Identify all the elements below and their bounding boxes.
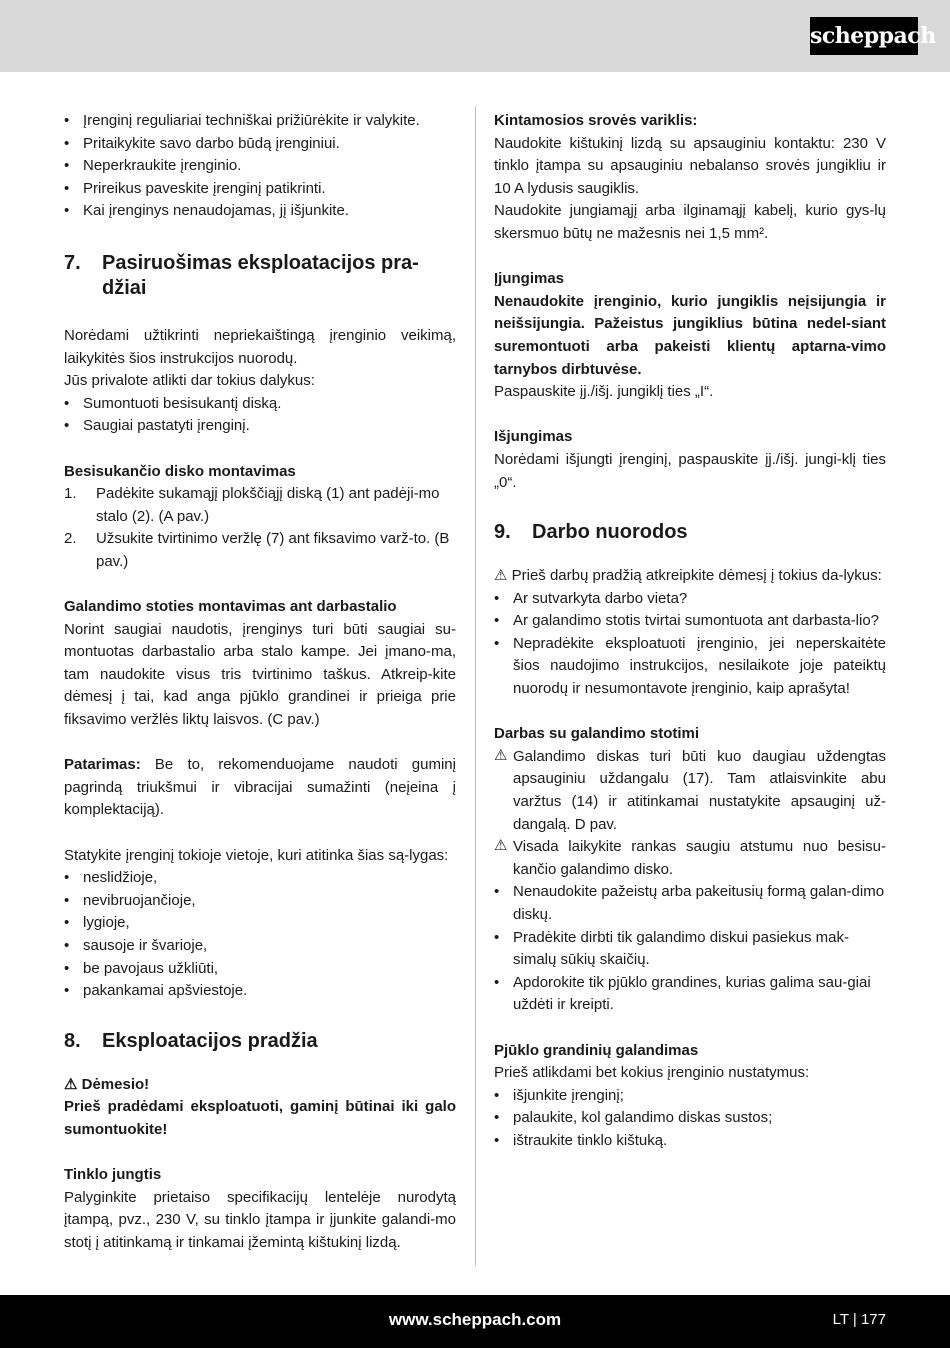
paragraph: Naudokite jungiamąjį arba ilginamąjį kabelį, kurio gys-lų skersmuo būtų ne mažesnis nei 1,5 mm². (494, 202, 886, 242)
paragraph: Norint saugiai naudotis, įrenginys turi būti saugiai su-montuotas darbastalio arba stalo kampe. Jei įmano-ma, tam naudokite visus tris tvirtinimo taškus. Atkreip-kite dėmesį į tai, kad anga pjūklo grandinei ir prieiga prie fiksavimo veržlės liktų laisvos. (C pav.) (64, 620, 456, 729)
list-item: • Prireikus paveskite įrenginį patikrinti. (64, 178, 456, 201)
section-title: Pasiruošimas eksploatacijos pra-džiai (102, 251, 419, 299)
scheppach-logo: scheppach (810, 17, 918, 55)
subheading: Darbas su galandimo stotimi (494, 725, 700, 743)
list-item: • pakankamai apšviestoje. (64, 980, 456, 1003)
column-divider (475, 106, 476, 1266)
list-item: • Apdorokite tik pjūklo grandines, kurias galima sau-giai uždėti ir kreipti. (494, 972, 886, 1017)
list-item: 1. Padėkite sukamąjį plokščiąjį diską (1) ant padėji-mo stalo (2). (A pav.) (64, 485, 440, 525)
list-item: • Kai įrenginys nenaudojamas, jį išjunkite. (64, 200, 456, 223)
numbered-list (64, 483, 456, 573)
tip-paragraph: Patarimas: Be to, rekomenduojame naudoti guminį pagrindą triukšmui ir vibracijai sumažinti (neįeina į komplektaciją). (64, 756, 456, 819)
footer-website-link[interactable]: www.scheppach.com (388, 1310, 562, 1329)
bold-paragraph: Nenaudokite įrenginio, kurio jungiklis neįsijungia ir neišsijungia. Pažeistus jungiklius būtina nedel-siant suremontuoti arba pakeisti klientų aptarna-vimo tarnybos dirbtuvėse. (494, 292, 886, 378)
list-item: • nevibruojančioje, (64, 890, 456, 913)
list-item: • Nenaudokite pažeistų arba pakeitusių formą galan-dimo diskų. (494, 881, 886, 926)
section-8-heading (64, 1029, 456, 1054)
paragraph: Norėdami išjungti įrenginį, paspauskite įj./išj. jungi-klį ties „0“. (494, 450, 886, 491)
subheading: Išjungimas (494, 428, 573, 446)
list-item: • ištraukite tinklo kištuką. (494, 1130, 886, 1153)
bullet-list (494, 588, 886, 701)
list-item: • Pradėkite dirbti tik galandimo diskui pasiekus mak-simalų sūkių skaičių. (494, 927, 886, 972)
warning-triangle-icon: ⚠ (64, 1075, 78, 1093)
footer-bar (0, 1295, 950, 1348)
attention-heading: ⚠ Dėmesio! (64, 1075, 150, 1093)
list-item: • Neperkraukite įrenginio. (64, 155, 456, 178)
list-item: • Sumontuoti besisukantį diską. (64, 393, 456, 416)
list-item: • Ar galandimo stotis tvirtai sumontuota ant darbasta-lio? (494, 610, 886, 633)
warning-triangle-icon: ⚠ (494, 567, 508, 585)
list-item: • lygioje, (64, 912, 456, 935)
section-7-heading (64, 251, 456, 301)
list-item: • Saugiai pastatyti įrenginį. (64, 415, 456, 438)
bullet-list (494, 881, 886, 1017)
bullet-list (494, 1085, 886, 1153)
subheading: Kintamosios srovės variklis: (494, 112, 698, 129)
list-item: • be pavojaus užkliūti, (64, 958, 456, 981)
warning-item: ⚠ Galandimo diskas turi būti kuo daugiau uždengtas apsauginiu uždangalu (17). Tam atlaisvinkite abu varžtus (14) ir atitinkamai nustatykite apsauginį už-dangalą. D pav. (494, 746, 886, 833)
subheading: Besisukančio disko montavimas (64, 462, 296, 480)
page-number: LT | 177 (832, 1311, 886, 1328)
subheading: Galandimo stoties montavimas ant darbastalio (64, 598, 397, 616)
section-number: 7. (64, 251, 81, 274)
list-item: • sausoje ir švarioje, (64, 935, 456, 958)
bullet-list (64, 393, 456, 438)
subheading: Pjūklo grandinių galandimas (494, 1041, 699, 1059)
list-item: • Įrenginį reguliariai techniškai prižiūrėkite ir valykite. (64, 110, 456, 133)
attention-text: Prieš pradėdami eksploatuoti, gaminį būtinai iki galo sumontuokite! (64, 1098, 456, 1138)
list-item: • Pritaikykite savo darbo būdą įrenginiui. (64, 133, 456, 156)
list-item: • Ar sutvarkyta darbo vieta? (494, 588, 886, 611)
list-item: • neslidžioje, (64, 867, 456, 890)
section-title: Eksploatacijos pradžia (102, 1029, 318, 1052)
list-item: • palaukite, kol galandimo diskas sustos; (494, 1107, 886, 1130)
right-column (494, 110, 886, 1153)
section-title: Darbo nuorodos (532, 521, 688, 544)
top-bar (0, 0, 950, 72)
tip-label: Patarimas: (64, 756, 141, 774)
list-item: • išjunkite įrenginį; (494, 1085, 886, 1108)
paragraph: Palyginkite prietaiso specifikacijų lentelėje nurodytą įtampą, pvz., 230 V, su tinklo įtampa ir įjunkite galandi-mo stotį į atitinkamą ir tinkamai įžemintą kištukinį lizdą. (64, 1188, 456, 1251)
paragraph: Jūs privalote atlikti dar tokius dalykus: (64, 372, 315, 390)
paragraph: Naudokite kištukinį lizdą su apsauginiu kontaktu: 230 V tinklo įtampa su apsauginiu nebalanso srovės jungikliu ir 10 A lydusis saugiklis. (494, 134, 886, 197)
bullet-list (64, 867, 456, 1003)
subheading: Įjungimas (494, 270, 565, 288)
section-number: 8. (64, 1029, 81, 1052)
warning-triangle-icon: ⚠ (494, 746, 508, 764)
paragraph: ⚠ Prieš darbų pradžią atkreipkite dėmesį į tokius da-lykus: (494, 567, 882, 585)
paragraph: Statykite įrenginį tokioje vietoje, kuri atitinka šias są-lygas: (64, 846, 449, 864)
paragraph: Paspauskite įj./išj. jungiklį ties „I“. (494, 383, 714, 401)
section-number: 9. (494, 521, 511, 544)
intro-bullet-list (64, 110, 456, 223)
list-item: 2. Užsukite tvirtinimo veržlę (7) ant fiksavimo varž-to. (B pav.) (64, 530, 450, 570)
list-item: • Nepradėkite eksploatuoti įrenginio, jei neperskaitėte šios naudojimo instrukcijos, nesilaikote joje pateiktų nuorodų ir nesumontavote įrenginio, kaip aprašyta! (494, 633, 886, 701)
warning-triangle-icon: ⚠ (494, 837, 508, 855)
subheading: Tinklo jungtis (64, 1166, 162, 1184)
paragraph: Norėdami užtikrinti nepriekaištingą įrenginio veikimą, laikykitės šios instrukcijos nuorodų. (64, 326, 456, 367)
section-9-heading (494, 520, 886, 545)
paragraph: Prieš atlikdami bet kokius įrenginio nustatymus: (494, 1064, 810, 1082)
warning-item: ⚠ Visada laikykite rankas saugiu atstumu nuo besisu-kančio galandimo disko. (494, 837, 886, 878)
left-column (64, 110, 456, 1255)
